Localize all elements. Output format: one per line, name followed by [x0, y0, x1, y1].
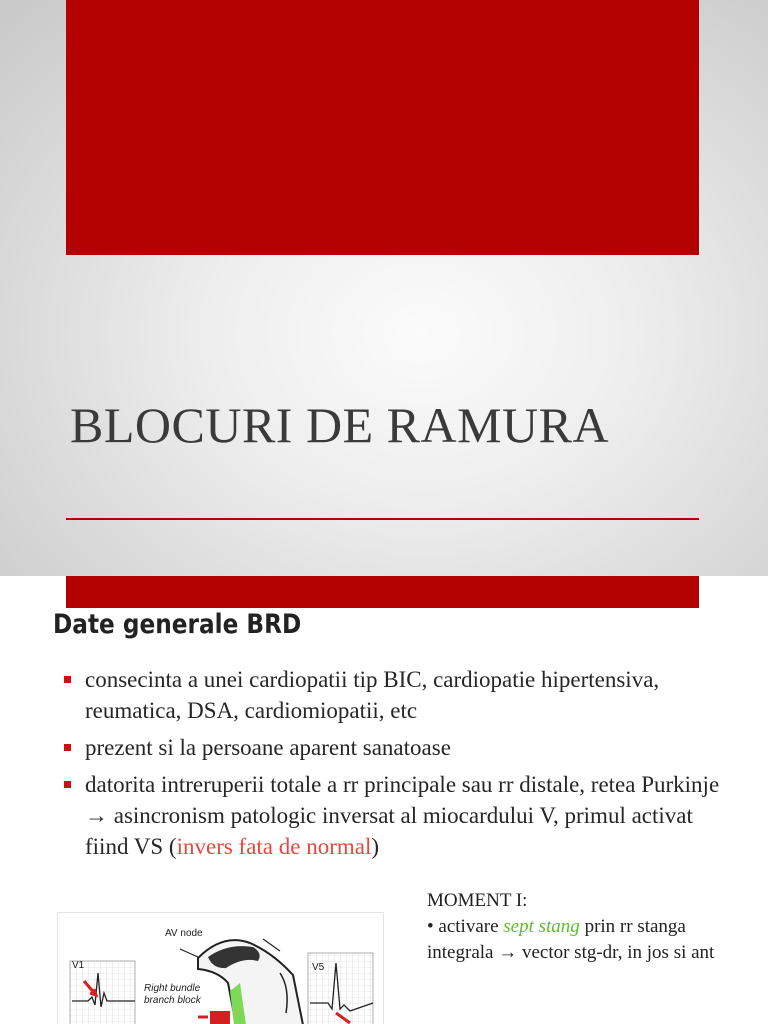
conduction-arrow-icon [263, 939, 280, 951]
v5-label: V5 [312, 962, 325, 973]
content-slide-red-band [66, 576, 699, 608]
bullet-item [62, 769, 742, 862]
ecg-heart-diagram [58, 913, 383, 1024]
rbbb-label-line2: branch block [144, 995, 201, 1006]
bullet-item [62, 732, 742, 763]
moment-title: MOMENT I: [427, 890, 528, 911]
square-bullet-icon [64, 781, 71, 788]
moment-text-post: prin rr stanga integrala → vector stg-dr, in jos si ant [427, 916, 715, 963]
bullet-list [62, 664, 742, 868]
rbbb-ecg-figure [57, 912, 384, 1024]
bullet-item [62, 664, 742, 726]
moment-text-pre: • activare [427, 916, 504, 937]
square-bullet-icon [64, 676, 71, 683]
bullet-highlight: invers fata de normal [176, 834, 372, 859]
moment-body [427, 914, 727, 966]
square-bullet-icon [64, 744, 71, 751]
bullet-text-post: ) [371, 834, 380, 859]
content-slide [0, 576, 768, 1024]
slide-heading: Date generale BRD [53, 609, 302, 640]
title-slide-red-banner [66, 0, 699, 255]
av-node-label: AV node [165, 928, 203, 939]
v1-label: V1 [72, 960, 85, 971]
title-underline [66, 518, 699, 520]
slide-title: BLOCURI DE RAMURA [70, 397, 610, 453]
moment-text-block [427, 888, 727, 966]
rbbb-label-line1: Right bundle [144, 983, 201, 994]
bullet-text: consecinta a unei cardiopatii tip BIC, cardiopatie hipertensiva, reumatica, DSA, cardiomiopatii, etc [85, 667, 660, 723]
moment-highlight: sept stang [503, 916, 580, 937]
bullet-text-pre: datorita intreruperii totale a rr principale sau rr distale, retea Purkinje → asincronism patologic inversat al miocardului V, primul activat fiind VS ( [85, 772, 720, 859]
bullet-text: prezent si la persoane aparent sanatoase [85, 735, 451, 760]
right-ventricle-highlight [210, 1011, 230, 1024]
av-node-arrow [180, 949, 198, 957]
